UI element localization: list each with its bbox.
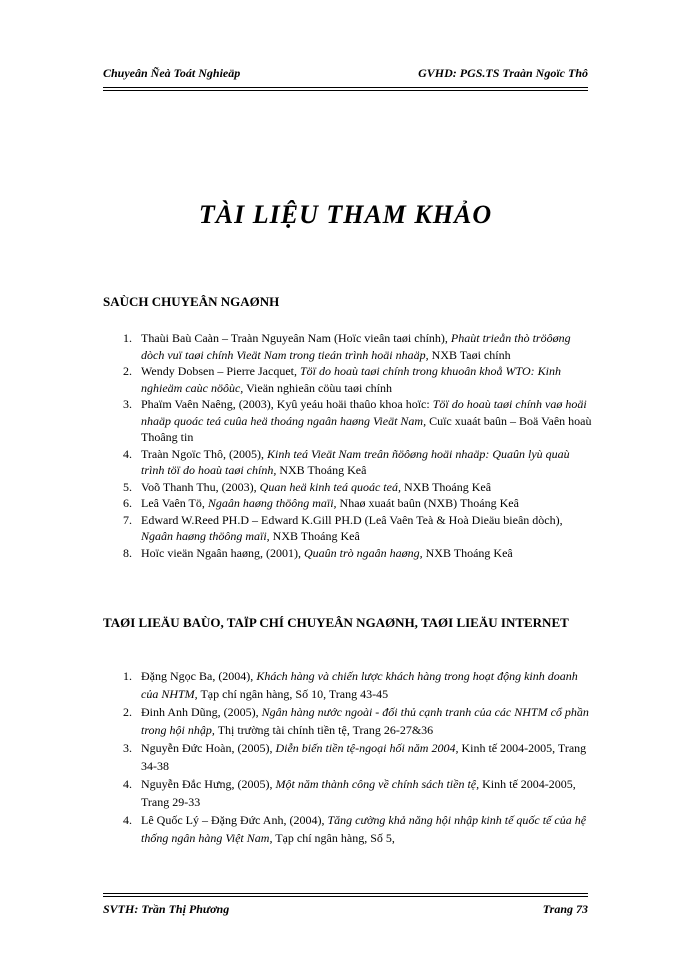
list-item: 6. Leâ Vaên Tö, Ngaân haøng thöông maïi, Nhaø xuaát baûn (NXB) Thoáng Keâ <box>123 496 519 510</box>
page-number: Trang 73 <box>542 902 588 916</box>
page-title: TÀI LIỆU THAM KHẢO <box>198 200 493 229</box>
list-item: 1. Đặng Ngọc Ba, (2004), Khách hàng và chiến lược khách hàng trong hoạt động kinh doanh của NHTM, Tạp chí ngân hàng, Số 10, Trang 43-45 <box>123 669 578 701</box>
list-item: 2. Wendy Dobsen – Pierre Jacquet, Töï do hoaù taøi chính trong khuoân khoå WTO: Kinh nghieäm caùc nöôùc, Vieän nghieân cöùu taøi chính <box>123 364 561 395</box>
list-item: 5. Voõ Thanh Thu, (2003), Quan heä kinh teá quoác teá, NXB Thoáng Keâ <box>123 479 492 494</box>
page-footer <box>103 902 588 920</box>
list-item: 7. Edward W.Reed PH.D – Edward K.Gill PH.D (Leâ Vaên Teà & Hoà Dieäu bieân dòch), Ngaân haøng thöông maïi, NXB Thoáng Keâ <box>123 512 563 543</box>
section-heading-journals: TAØI LIEÄU BAÙO, TAÏP CHÍ CHUYEÂN NGAØNH, TAØI LIEÄU INTERNET <box>103 615 569 630</box>
header-thesis-title: Chuyeân Ñeà Toát Nghieäp <box>103 66 241 80</box>
header-advisor: GVHD: PGS.TS Traàn Ngoïc Thô <box>418 66 588 80</box>
list-item: 1. Thaùi Baù Caàn – Traàn Nguyeân Nam (Hoïc vieân taøi chính), Phaùt trieån thò tröôøng dòch vuï taøi chính Vieät Nam trong tieán trình hoäi nhaäp, NXB Taøi chính <box>123 331 571 362</box>
header-rule <box>103 87 588 91</box>
book-reference-list <box>103 330 593 561</box>
list-item: 4. Nguyễn Đắc Hưng, (2005), Một năm thành công về chính sách tiền tệ, Kinh tế 2004-2005, Trang 29-33 <box>123 777 576 809</box>
list-item: 4. Traàn Ngoïc Thô, (2005), Kinh teá Vieät Nam treân ñöôøng hoäi nhaäp: Quaûn lyù quaù trình töï do hoaù taøi chính, NXB Thoáng Keâ <box>123 446 570 477</box>
list-item: 8. Hoïc vieän Ngaân haøng, (2001), Quaûn trò ngaân haøng, NXB Thoáng Keâ <box>123 545 513 560</box>
list-item: 4. Lê Quốc Lý – Đặng Đức Anh, (2004), Tăng cường khả năng hội nhập kinh tế quốc tế của hệ thống ngân hàng Việt Nam, Tạp chí ngân hàng, Số 5, <box>123 813 587 845</box>
list-item: 2. Đinh Anh Dũng, (2005), Ngân hàng nước ngoài - đối thủ cạnh tranh của các NHTM cổ phần trong hội nhập, Thị trường tài chính tiền tệ, Trang 26-27&36 <box>123 705 589 737</box>
section-heading-books: SAÙCH CHUYEÂN NGAØNH <box>103 294 280 309</box>
list-item: 3. Phaïm Vaên Naêng, (2003), Kyû yeáu hoäi thaûo khoa hoïc: Töï do hoaù taøi chính vaø hoäi nhaäp quoác teá cuûa heä thoáng ngaân haøng Vieät Nam, Cuïc xuaát baûn – Boä Vaên hoaù Thoâng tin <box>123 397 592 444</box>
journal-reference-list <box>103 667 593 847</box>
page-header <box>103 66 588 86</box>
list-item: 3. Nguyễn Đức Hoàn, (2005), Diễn biến tiền tệ-ngoại hối năm 2004, Kinh tế 2004-2005, Trang 34-38 <box>123 741 587 773</box>
footer-rule <box>103 893 588 897</box>
footer-student: SVTH: Trần Thị Phương <box>103 902 230 916</box>
